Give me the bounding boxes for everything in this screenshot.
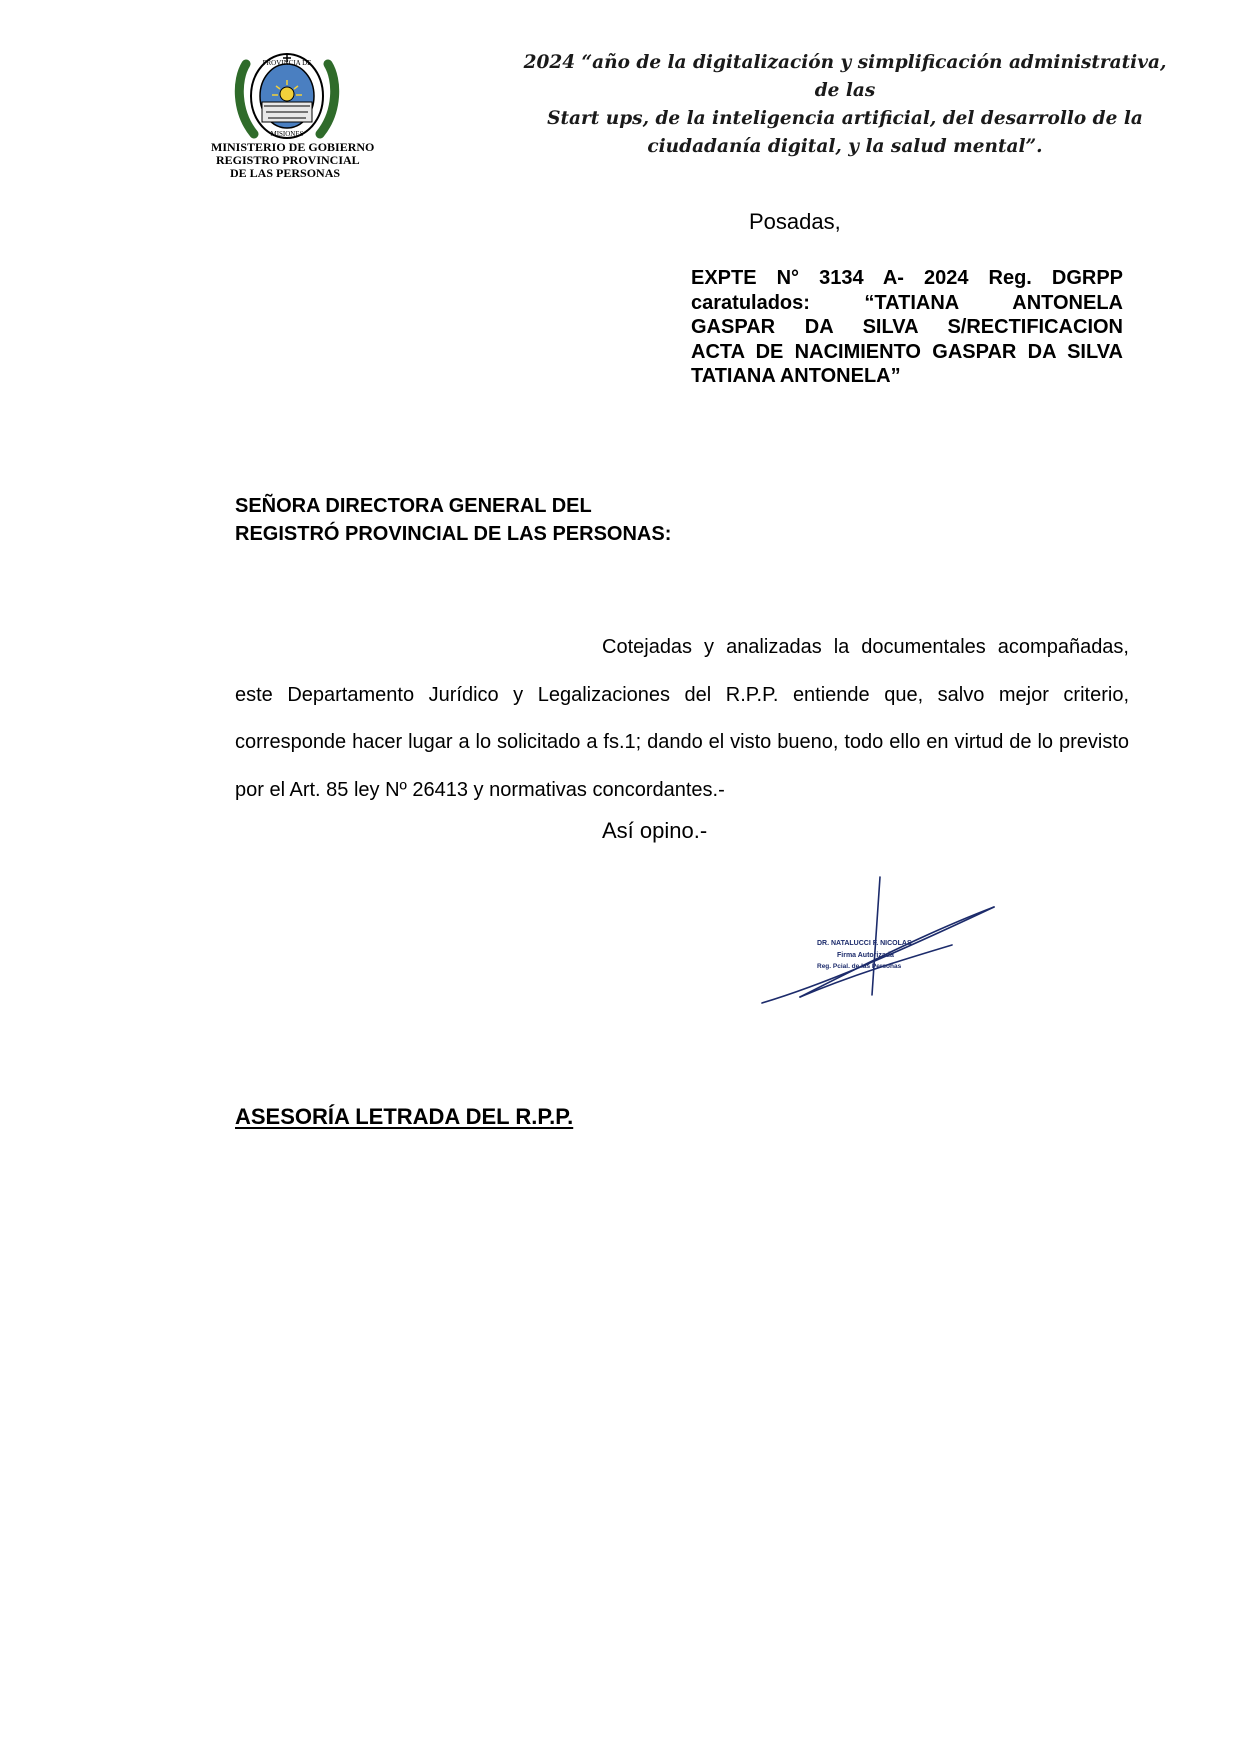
year-motto-line-2: Start ups, de la inteligencia artificial, del desarrollo de la [547, 108, 1143, 129]
ministry-name-line-1: MINISTERIO DE GOBIERNO [211, 140, 375, 154]
svg-text:MISIONES: MISIONES [270, 130, 304, 138]
addressee-line-2: REGISTRÓ PROVINCIAL DE LAS PERSONAS: [235, 523, 672, 545]
addressee [235, 492, 671, 548]
closing-phrase: Así opino.- [602, 818, 708, 843]
case-file-line-4: ACTA DE NACIMIENTO GASPAR DA SILVA [691, 340, 1123, 363]
case-file-line-2: caratulados: “TATIANA ANTONELA [691, 291, 1123, 314]
svg-text:Reg. Pcial. de las Personas: Reg. Pcial. de las Personas [817, 963, 902, 970]
signature [752, 875, 1002, 1010]
place-date: Posadas, [749, 209, 841, 234]
addressee-line-1: SEÑORA DIRECTORA GENERAL DEL [235, 495, 592, 517]
svg-text:PROVINCIA DE: PROVINCIA DE [262, 59, 312, 67]
body-paragraph-text: Cotejadas y analizadas la documentales acompañadas, este Departamento Jurídico y Legalizaciones del R.P.P. entiende que, salvo mejor criterio, corresponde hacer lugar a lo solicitado a fs.1; dando el visto bueno, todo ello en virtud de lo previsto por el Art. 85 ley Nº 26413 y normativas concordantes.- [235, 636, 1129, 801]
case-file-line-1: EXPTE N° 3134 A- 2024 Reg. DGRPP [691, 267, 1123, 289]
case-file-line-3: GASPAR DA SILVA S/RECTIFICACION [691, 316, 1123, 338]
office-signature-line: ASESORÍA LETRADA DEL R.P.P. [235, 1104, 574, 1129]
svg-text:Firma Autorizada: Firma Autorizada [837, 952, 894, 959]
ministry-name-line-3: DE LAS PERSONAS [230, 166, 341, 180]
svg-text:DR. NATALUCCI F. NICOLAS: DR. NATALUCCI F. NICOLAS [817, 940, 912, 947]
year-motto-line-3: ciudadanía digital, y la salud mental”. [647, 136, 1043, 157]
year-motto [515, 49, 1175, 161]
case-file-reference [691, 266, 1123, 389]
ministry-name-line-2: REGISTRO PROVINCIAL [216, 153, 360, 167]
body-paragraph [235, 624, 1129, 814]
province-emblem [232, 50, 342, 142]
year-motto-line-1: 2024 “año de la digitalización y simplificación administrativa, de las [523, 52, 1167, 101]
case-file-line-5: TATIANA ANTONELA” [691, 365, 901, 387]
